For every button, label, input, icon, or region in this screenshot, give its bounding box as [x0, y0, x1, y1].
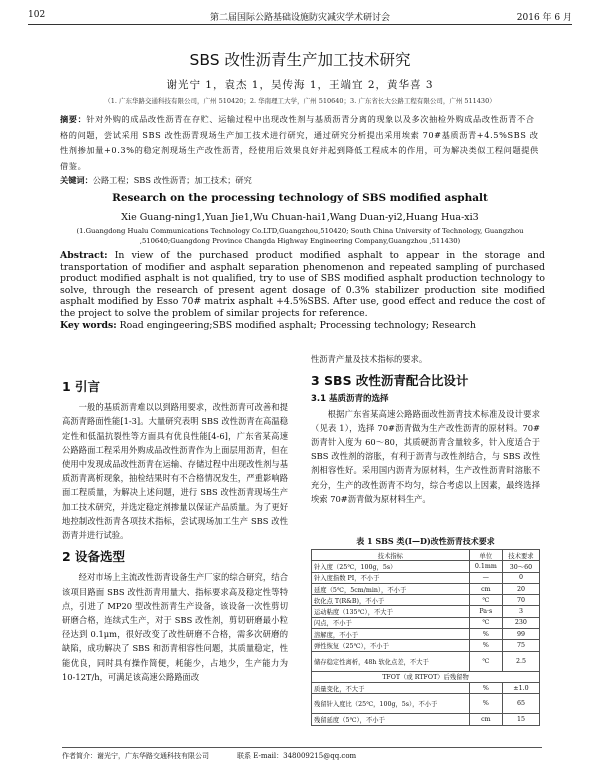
table-cell: 溶解度，不小于 — [312, 629, 470, 640]
table-cell: 2.5 — [502, 651, 539, 671]
table-row — [312, 617, 540, 628]
table-cell: cm — [469, 583, 502, 594]
section-2-paragraph: 经对市场上主流改性沥青设备生产厂家的综合研究，结合该项目路面 SBS 改性沥青用量大、指标要求高及稳定性等特点，引进了 MP20 型改性沥青生产设备，该设备一次性剪切研磨合格，连续式生产，对于 SBS 改性剂，剪切研磨最小粒径达到 0.1μm，很好改变了改性研磨不合格，需多次研磨的缺陷，成功解决了 SBS 和沥青相容性问题，其质量稳定，性能优良，同时具有操作简便，耗能少，占地少，生产能力为 10-12T/h，可满足该高速公路路面改 — [62, 572, 288, 682]
table-row — [312, 629, 540, 640]
table-cell: 针入度指数 PI，不小于 — [312, 572, 470, 583]
table-cell: 延度（5℃，5cm/min），不小于 — [312, 583, 470, 594]
table-cell: cm — [469, 714, 502, 725]
table-row — [312, 682, 540, 693]
table-cell: ℃ — [469, 651, 502, 671]
table-cell: 残留针入度比（25℃，100g，5s），不小于 — [312, 694, 470, 714]
affiliations-cn: （1. 广东华路交通科技有限公司，广州 510420；2. 华南理工大学，广州 510640；3. 广东省长大公路工程有限公司，广州 511430） — [104, 97, 496, 105]
email-label: 联系 E-mail： — [237, 752, 284, 760]
table-row — [312, 595, 540, 606]
table-subheader-row — [312, 671, 540, 682]
section-1-paragraph: 一般的基质沥青难以以到路用要求，改性沥青可改善和提高沥青路面性能[1-3]。大量研究表明 SBS 改性沥青在高温稳定性和低温抗裂性等方面具有优良性能[4-6]，广东省某高速公路路面工程采用外购成品改性沥青作为上面层用沥青，但在使用中发现成品改性沥青在运输、存储过程中出现改性剂与基质沥青离析现象，抽检结果时有不合格情况发生，严重影响路面工程质量，为解决上述问题，进行 SBS 改性沥青现场生产加工技术研究，并选定稳定剂掺量以保证产品质量。为了更好地控制改性沥青各项技术指标，尝试现场加工生产 SBS 改性沥青并进行试验。 — [62, 402, 288, 541]
column-continuation: 性沥青产量及技术指标的要求。 — [311, 354, 428, 364]
table-row — [312, 561, 540, 572]
table-cell: 30～60 — [502, 561, 539, 572]
abstract-cn — [60, 112, 540, 174]
table-header-cell: 技术要求 — [502, 550, 539, 561]
table-cell: ℃ — [469, 617, 502, 628]
table-cell: 99 — [502, 629, 539, 640]
table-cell: % — [469, 694, 502, 714]
publication-date: 2016 年 6 月 — [516, 13, 572, 23]
table-cell: 质量变化，不大于 — [312, 682, 470, 693]
table-cell: 230 — [502, 617, 539, 628]
paper-title-en: Research on the processing technology of SBS modified asphalt — [112, 192, 488, 204]
page-number: 102 — [28, 10, 46, 20]
section-2-heading: 2 设备选型 — [62, 549, 126, 565]
table-cell: 残留延度（5℃），不小于 — [312, 714, 470, 725]
table-row — [312, 640, 540, 651]
table-cell: 针入度（25℃，100g，5s） — [312, 561, 470, 572]
table-cell: 软化点 T(R&B)，不小于 — [312, 595, 470, 606]
table-row — [312, 651, 540, 671]
author-info: 作者简介：谢光宁，广东华路交通科技有限公司 — [62, 752, 209, 760]
abstract-cn-label: 摘要： — [60, 114, 87, 124]
keywords-cn — [60, 175, 540, 186]
keywords-cn-text: 公路工程；SBS 改性沥青；加工技术；研究 — [92, 175, 252, 185]
table-cell: Pa·s — [469, 606, 502, 617]
table-cell: 0 — [502, 572, 539, 583]
section-3-1-heading: 3.1 基质沥青的选择 — [311, 394, 389, 405]
table-row — [312, 714, 540, 725]
table-row — [312, 583, 540, 594]
table-cell: — — [469, 572, 502, 583]
section-1-heading: 1 引言 — [62, 379, 101, 394]
table-header-cell: 单位 — [469, 550, 502, 561]
left-column — [62, 380, 288, 684]
conference-name: 第二届国际公路基础设施防灾减灾学术研讨会 — [209, 13, 390, 23]
keywords-en-text: Road engingeering;SBS modified asphalt; Processing technology; Research — [116, 319, 476, 331]
table-cell: ℃ — [469, 595, 502, 606]
spec-table — [311, 549, 540, 726]
table-cell: 65 — [502, 694, 539, 714]
right-column — [311, 352, 540, 506]
table-row — [312, 572, 540, 583]
section-3-1-paragraph: 根据广东省某高速公路路面改性沥青技术标准及设计要求（见表 1），选择 70#沥青做为生产改性沥青的原材料。70#沥青针入度为 60～80，其质硬沥青含量较多，针入度适合于 SBS 改性剂的溶胀，有利于沥青与改性剂结合，与 SBS 改性剂相容性好。采用国内沥青为原材料，生产改性沥青时溶胀不充分，生产的改性沥青不均匀，综合考虑以上因素，最终选择埃索 70#沥青做为原材料生产。 — [311, 408, 540, 504]
table-cell: % — [469, 682, 502, 693]
table-cell: 储存稳定性离析，48h 软化点差，不大于 — [312, 651, 470, 671]
running-header — [28, 10, 572, 25]
footnote — [62, 747, 542, 761]
table-cell: 70 — [502, 595, 539, 606]
table-cell: 弹性恢复（25℃），不小于 — [312, 640, 470, 651]
abstract-en — [60, 250, 545, 331]
table-cell: 0.1mm — [469, 561, 502, 572]
table-cell: ±1.0 — [502, 682, 539, 693]
table-cell: % — [469, 640, 502, 651]
table-cell: 运动粘度（135℃），不大于 — [312, 606, 470, 617]
table-header-row — [312, 550, 540, 561]
keywords-en-label: Key words: — [60, 319, 117, 331]
authors-cn: 谢光宁 1，袁杰 1，吴传海 1，王端宜 2，黄华喜 3 — [166, 79, 434, 91]
table-cell: % — [469, 629, 502, 640]
author-email: 348009215@qq.com — [283, 752, 357, 760]
table-cell: 75 — [502, 640, 539, 651]
table-cell: 15 — [502, 714, 539, 725]
table-cell: 20 — [502, 583, 539, 594]
paper-title-cn: SBS 改性沥青生产加工技术研究 — [189, 51, 411, 69]
authors-en: Xie Guang-ning1,Yuan Jie1,Wu Chuan-hai1,Wang Duan-yi2,Huang Hua-xi3 — [121, 212, 479, 223]
affiliations-en: (1.Guangdong Hualu Communications Technology Co.LTD,Guangzhou,510420; South China University of Technology, Guangzhou ,510640;Guangdong Province Changda Highway Engineering Company,Guangzhou ,511430) — [76, 227, 524, 245]
abstract-en-label: Abstract: — [60, 250, 108, 261]
table-row — [312, 694, 540, 714]
table-caption: 表 1 SBS 类(I—D)改性沥青技术要求 — [356, 536, 495, 546]
keywords-cn-label: 关键词： — [60, 175, 93, 185]
abstract-cn-text: 针对外购的成品改性沥青在存贮、运输过程中出现改性剂与基质沥青分离的现象以及多次抽检外购成品改性沥青不合格的问题，尝试采用 SBS 改性沥青现场生产加工技术进行研究，通过研究分析提出采用埃索 70#基质沥青+4.5%SBS 改性剂掺加量+0.3%的稳定剂现场生产改性沥青，经使用后效果良好并起到降低工程成本的作用，可为解决类似工程问题提供借鉴。 — [60, 114, 539, 171]
table-cell: 闪点，不小于 — [312, 617, 470, 628]
table-row — [312, 606, 540, 617]
tfot-header: TFOT（或 RTFOT）后残留物 — [312, 671, 540, 682]
table-header-cell: 技术指标 — [312, 550, 470, 561]
table-cell: 3 — [502, 606, 539, 617]
section-3-heading: 3 SBS 改性沥青配合比设计 — [311, 373, 469, 389]
abstract-en-text: In view of the purchased product modified asphalt to appear in the storage and transportation of modifier and asphalt separation phenomenon and repeated sampling of purchased product modified asphalt is not qualified, try to use of SBS modified asphalt production technology to solve, through the research of present agent dosage of 0.3% stabilizer production site modified asphalt modified by Esso 70# matrix asphalt +4.5%SBS. After use, good effect and reduce the cost of the project to solve the problem of similar projects for reference. — [60, 250, 545, 319]
